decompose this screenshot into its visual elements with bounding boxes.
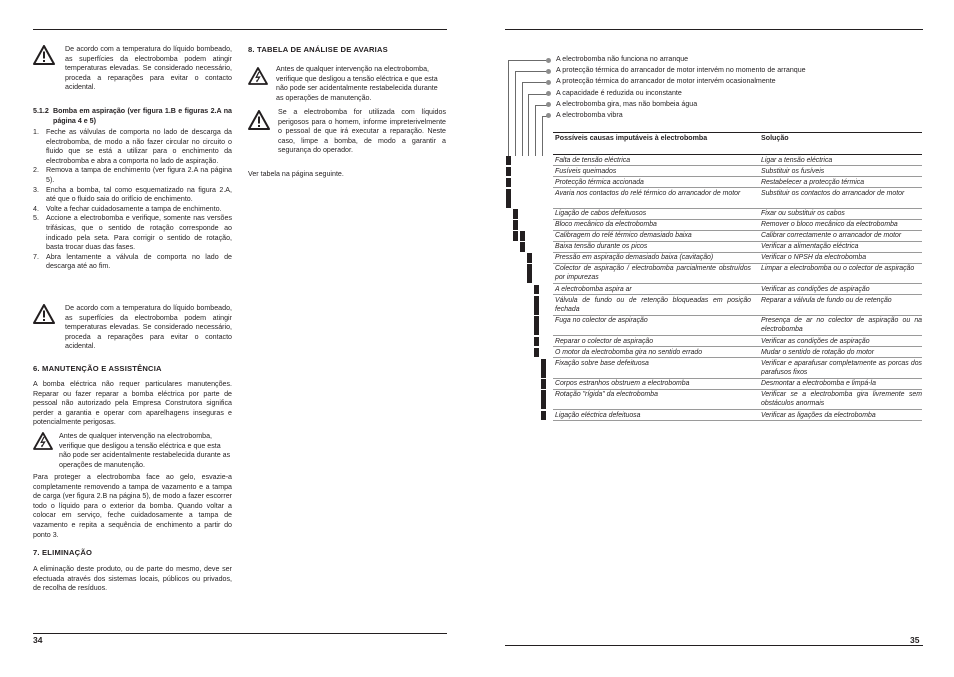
table-row [553, 284, 922, 295]
solution-cell: Reparar a válvula de fundo ou de retenção [761, 296, 892, 304]
fault-symptom-mark [534, 348, 539, 358]
page-number-right: 35 [910, 635, 920, 645]
table-header-cause: Possíveis causas imputáveis à electrobomba [555, 134, 708, 142]
table-row [553, 155, 922, 166]
list-item: 2. Remova a tampa de enchimento (ver figura 2.A na página 5). [33, 166, 232, 184]
legend-connector [535, 105, 536, 156]
legend-connector [528, 94, 529, 156]
legend-connector [542, 116, 543, 156]
fault-symptom-mark [541, 359, 546, 378]
list-item: 4. Volte a fechar cuidadosamente a tampa de enchimento. [33, 204, 222, 213]
electric-warning-text-2: Antes de qualquer intervenção na electrobomba, verifique que desligou a tensão eléctrica e que esta não pode ser acidentalmente restabelecida durante as operações de manutenção. [276, 65, 438, 102]
table-row [553, 295, 922, 316]
cause-cell: Calibragem do relé térmico demasiado baixa [555, 232, 692, 239]
table-row [553, 390, 922, 411]
section-6-title: 6. MANUTENÇÃO E ASSISTÊNCIA [33, 364, 162, 373]
warning-text-3: Se a electrobomba for utilizada com líquidos perigosos para o homem, informe impreterivelmente o pessoal de que irá executar a reparação. Neste caso, limpe a bomba, de modo a garantir a segurança do operador. [278, 108, 446, 155]
solution-cell: Substituir os contactos do arrancador de motor [761, 189, 905, 197]
legend-connector [508, 60, 509, 156]
fault-symptom-mark [534, 316, 539, 335]
legend-item-3: A protecção térmica do arrancador de motor intervém ocasionalmente [556, 77, 776, 85]
section-512-number: 5.1.2 [33, 107, 49, 115]
electric-warning-text-1: Antes de qualquer intervenção na electrobomba, verifique que desligou a tensão eléctrica e que esta não pode ser acidentalmente restabelecida durante as operações de manutenção. [59, 432, 231, 469]
cause-cell: Bloco mecânico da electrobomba [555, 221, 657, 228]
solution-cell: Verificar as condições de aspiração [761, 285, 870, 293]
legend-dot [546, 58, 551, 63]
legend-item-4: A capacidade é reduzida ou inconstante [556, 88, 682, 97]
legend-item-6: A electrobomba vibra [556, 110, 623, 119]
solution-cell: Ligar a tensão eléctrica [761, 156, 833, 164]
solution-cell: Verificar e aparafusar completamente as porcas dos parafusos fixos [761, 359, 922, 376]
fault-symptom-mark [534, 337, 539, 347]
list-item: 5. Accione a electrobomba e verifique, somente nas versões trifásicas, que o sentido de rotação corresponde ao indicado pela seta. Para corrigir o sentido de rotação, basta trocar duas das fases. [33, 214, 232, 252]
solution-cell: Desmontar a electrobomba e limpá-la [761, 380, 876, 387]
legend-connector [522, 82, 548, 83]
fault-symptom-mark [527, 264, 532, 283]
electric-hazard-icon [33, 432, 53, 450]
fault-symptom-mark [513, 220, 518, 230]
table-row [553, 358, 922, 379]
legend-dot [546, 91, 551, 96]
legend-item-2: A protecção térmica do arrancador de motor intervém no momento de arranque [556, 66, 806, 74]
solution-cell: Calibrar correctamente o arrancador de motor [761, 232, 902, 239]
fault-symptom-mark [506, 167, 511, 177]
legend-item-5: A electrobomba gira, mas não bombeia água [556, 99, 698, 108]
cause-cell: Válvula de fundo ou de retenção bloqueadas em posição fechada [555, 296, 751, 313]
warning-triangle-icon [33, 304, 55, 324]
solution-cell: Verificar as condições de aspiração [761, 337, 870, 345]
cause-cell: Protecção térmica accionada [555, 178, 644, 186]
solution-cell: Mudar o sentido de rotação do motor [761, 348, 874, 356]
fault-symptom-mark [513, 231, 518, 241]
table-row [553, 177, 922, 188]
list-item: 3. Encha a bomba, tal como esquematizado na figura 2.A, até que o fluido saia do orifício de enchimento. [33, 185, 232, 204]
warning-triangle-icon [33, 45, 55, 65]
fault-symptom-mark [513, 209, 518, 219]
solution-cell: Restabelecer a protecção térmica [761, 178, 865, 186]
solution-cell: Fixar ou substituir os cabos [761, 210, 845, 217]
fault-symptom-mark [520, 242, 525, 252]
solution-cell: Substituir os fusíveis [761, 167, 825, 175]
legend-dot [546, 80, 551, 85]
solution-cell: Verificar o NPSH da electrobomba [761, 254, 867, 261]
electric-hazard-icon [248, 67, 268, 85]
section-6-text-2: Para proteger a electrobomba face ao gelo, esvazie-a completamente removendo a tampa de vazamento e a tampa de carga (ver figura 2.B na página 5), de modo a fazer escorrer todo o líquido para o exterior da bomba. Quando voltar a colocar em serviço, feche cuidadosamente a tampa de vazamento e repita a sequência de enchimento a partir do ponto 3. [33, 473, 232, 539]
table-row [553, 316, 922, 337]
cause-cell: Corpos estranhos obstruem a electrobomba [555, 380, 690, 387]
table-row [553, 264, 922, 285]
table-row [553, 379, 922, 390]
fault-symptom-mark [541, 390, 546, 409]
fault-symptom-mark [534, 296, 539, 315]
fault-symptom-mark [541, 411, 546, 421]
section-7-text: A eliminação deste produto, ou de parte do mesmo, deve ser efectuada através dos sistemas locais, públicos ou privados, de recolha de resíduos. [33, 565, 232, 593]
list-item: 1. Feche as válvulas de comporta no lado de descarga da electrobomba, de modo a não fazer circular no circuito o fluido que se está a utilizar para o enchimento da electrobomba e abra a comporta no lado de aspiração. [33, 128, 232, 165]
legend-connector [515, 71, 516, 156]
warning-block-3 [248, 108, 448, 156]
fault-symptom-mark [506, 156, 511, 166]
cause-cell: Pressão em aspiração demasiado baixa (cavitação) [555, 254, 714, 261]
cause-cell: Baixa tensão durante os picos [555, 243, 648, 250]
table-row [553, 336, 922, 347]
legend-connector [528, 94, 548, 95]
see-table-note: Ver tabela na página seguinte. [248, 170, 344, 178]
cause-cell: Ligação de cabos defeituosos [555, 210, 647, 217]
table-row [553, 253, 922, 264]
solution-cell: Verificar se a electrobomba gira livremente sem obstáculos anormais [761, 391, 922, 408]
cause-cell: Colector de aspiração / electrobomba parcialmente obstruídos por impurezas [555, 265, 751, 282]
page-number-left: 34 [33, 635, 43, 645]
cause-cell: A electrobomba aspira ar [555, 285, 632, 293]
cause-cell: Fixação sobre base defeituosa [555, 359, 649, 367]
fault-symptom-mark [520, 231, 525, 241]
table-row [553, 220, 922, 231]
solution-cell: Remover o bloco mecânico da electrobomba [761, 221, 898, 228]
section-7-title: 7. ELIMINAÇÃO [33, 548, 93, 557]
row-divider [553, 420, 922, 421]
legend-dot [546, 102, 551, 107]
legend-connector [522, 82, 523, 156]
legend-item-1: A electrobomba não funciona no arranque [556, 55, 689, 63]
legend-connector [515, 71, 548, 72]
fault-symptom-mark [541, 379, 546, 389]
table-header-solution: Solução [761, 134, 789, 142]
solution-cell: Verificar a alimentação eléctrica [761, 243, 859, 250]
warning-triangle-icon [248, 110, 270, 130]
fault-symptom-mark [527, 253, 532, 263]
section-512-title: Bomba em aspiração (ver figura 1.B e figuras 2.A na página 4 e 5) [53, 107, 232, 125]
section-8-title: 8. TABELA DE ANÁLISE DE AVARIAS [248, 45, 388, 54]
electric-warning-block-1 [33, 432, 232, 470]
table-row [553, 166, 922, 177]
table-top-rule [553, 132, 922, 133]
cause-cell: Rotação "rígida" da electrobomba [555, 391, 658, 398]
solution-cell: Limpar a electrobomba ou o colector de aspiração [761, 265, 915, 272]
section-512-heading [33, 107, 232, 126]
warning-text-1: De acordo com a temperatura do líquido bombeado, as superfícies da electrobomba podem atingir temperaturas elevadas. Se considerado necessário, proceda a reparações para evitar o contacto acidental. [65, 45, 232, 92]
legend-connector [508, 60, 548, 61]
fault-symptom-mark [506, 178, 511, 188]
cause-cell: Reparar o colector de aspiração [555, 337, 654, 345]
section-6-text: A bomba eléctrica não requer particulares manutenções. Reparar ou fazer reparar a bomba eléctrica por parte de pessoal não autorizado pela Empresa Construtora significa perder a garantia e operar com aparelhagens inseguras e potencialmente perigosas. [33, 380, 232, 427]
warning-block-2 [33, 304, 232, 352]
table-row [553, 242, 922, 253]
filling-steps-list [33, 128, 232, 272]
table-row [553, 347, 922, 358]
legend-dot [546, 113, 551, 118]
solution-cell: Presença de ar no colector de aspiração ou na electrobomba [761, 317, 922, 334]
cause-cell: Avaria nos contactos do relé térmico do arrancador de motor [555, 189, 741, 197]
legend-dot [546, 69, 551, 74]
cause-cell: O motor da electrobomba gira no sentido errado [555, 348, 703, 356]
cause-cell: Falta de tensão eléctrica [555, 156, 631, 164]
table-row [553, 410, 922, 421]
warning-block-1 [33, 45, 232, 93]
cause-cell: Ligação eléctrica defeituosa [555, 411, 641, 419]
list-item: 7. Abra lentamente a válvula de comporta no lado de descarga até ao fim. [33, 252, 232, 271]
fault-symptom-mark [506, 189, 511, 208]
table-row [553, 231, 922, 242]
cause-cell: Fuga no colector de aspiração [555, 317, 648, 324]
table-row [553, 209, 922, 220]
cause-cell: Fusíveis queimados [555, 167, 617, 175]
electric-warning-block-2 [248, 65, 448, 103]
table-row [553, 188, 922, 209]
fault-symptom-mark [534, 285, 539, 295]
warning-text-2: De acordo com a temperatura do líquido bombeado, as superfícies da electrobomba podem atingir temperaturas elevadas. Se considerado necessário, proceda a reparações para evitar o contacto acidental. [65, 304, 232, 351]
solution-cell: Verificar as ligações da electrobomba [761, 411, 876, 419]
